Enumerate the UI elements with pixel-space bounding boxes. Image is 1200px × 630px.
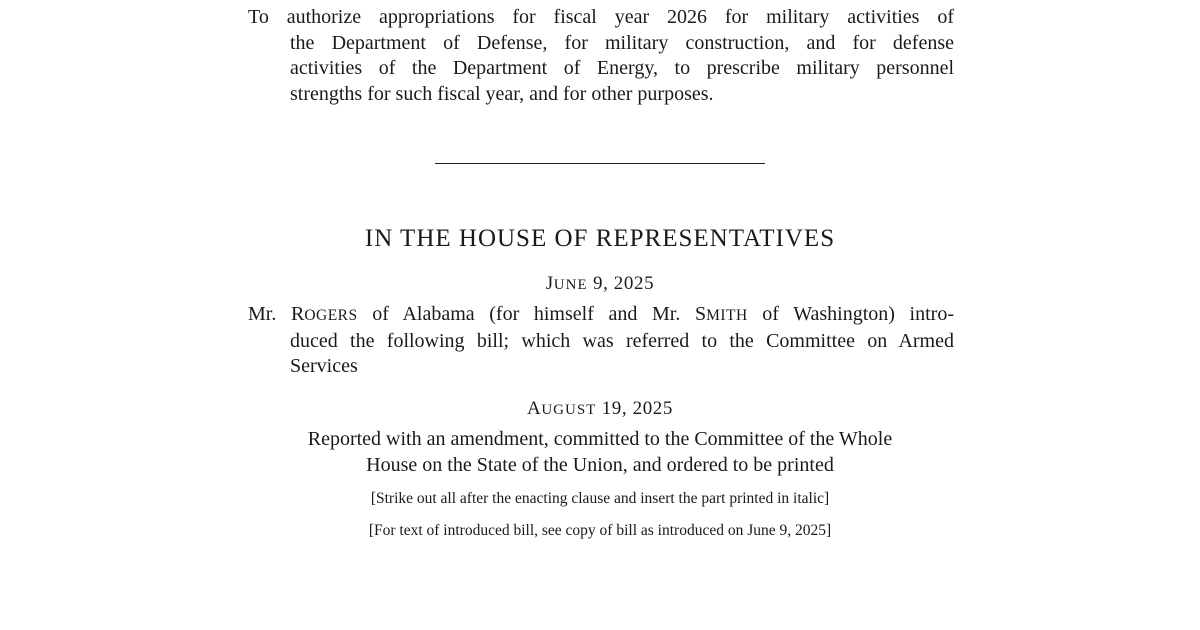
- introduction-statement: [248, 302, 954, 380]
- reported-date-month-rest: UGUST: [541, 402, 597, 418]
- introduction-line-1: [248, 302, 954, 329]
- introduced-date: [0, 272, 1200, 297]
- reported-date-day-year: 19, 2025: [596, 398, 673, 419]
- purpose-line-3: activities of the Department of Energy, to prescribe military personnel: [290, 57, 954, 80]
- introduced-text-note: [For text of introduced bill, see copy of bill as introduced on June 9, 2025]: [368, 522, 832, 539]
- cosponsor-name-rest: MITH: [706, 307, 748, 324]
- purpose-line-4: strengths for such fiscal year, and for other purposes.: [290, 83, 714, 106]
- purpose-line-2: the Department of Defense, for military construction, and for defense: [290, 31, 954, 54]
- introduction-line-2: duced the following bill; which was referred to the Committee on Armed: [290, 329, 954, 352]
- sponsor-name-rest: OGERS: [304, 307, 358, 324]
- reported-date: [0, 397, 1200, 422]
- introduced-date-initial: J: [545, 273, 554, 294]
- report-line-1: Reported with an amendment, committed to the Committee of the Whole: [307, 428, 893, 450]
- intro-suffix: of Washington) intro-: [747, 303, 954, 325]
- introduction-line-3: Services: [290, 355, 358, 378]
- chamber-heading: IN THE HOUSE OF REPRESENTATIVES: [364, 225, 836, 252]
- purpose-line-1: To authorize appropriations for fiscal year 2026 for military activities of: [248, 6, 954, 28]
- sponsor-initial: R: [290, 303, 305, 325]
- report-statement: [0, 427, 1200, 478]
- introduced-date-month-rest: UNE: [553, 277, 588, 293]
- reported-date-initial: A: [527, 398, 542, 419]
- intro-prefix: Mr.: [248, 303, 291, 325]
- introduced-date-day-year: 9, 2025: [587, 273, 655, 294]
- bill-purpose-statement: [248, 5, 954, 108]
- strike-out-note: [Strike out all after the enacting clause and insert the part printed in italic]: [370, 490, 830, 507]
- report-line-2: House on the State of the Union, and ordered to be printed: [366, 453, 834, 476]
- section-divider-rule: [435, 163, 765, 164]
- intro-middle: of Alabama (for himself and Mr.: [357, 303, 695, 325]
- cosponsor-initial: S: [694, 303, 707, 325]
